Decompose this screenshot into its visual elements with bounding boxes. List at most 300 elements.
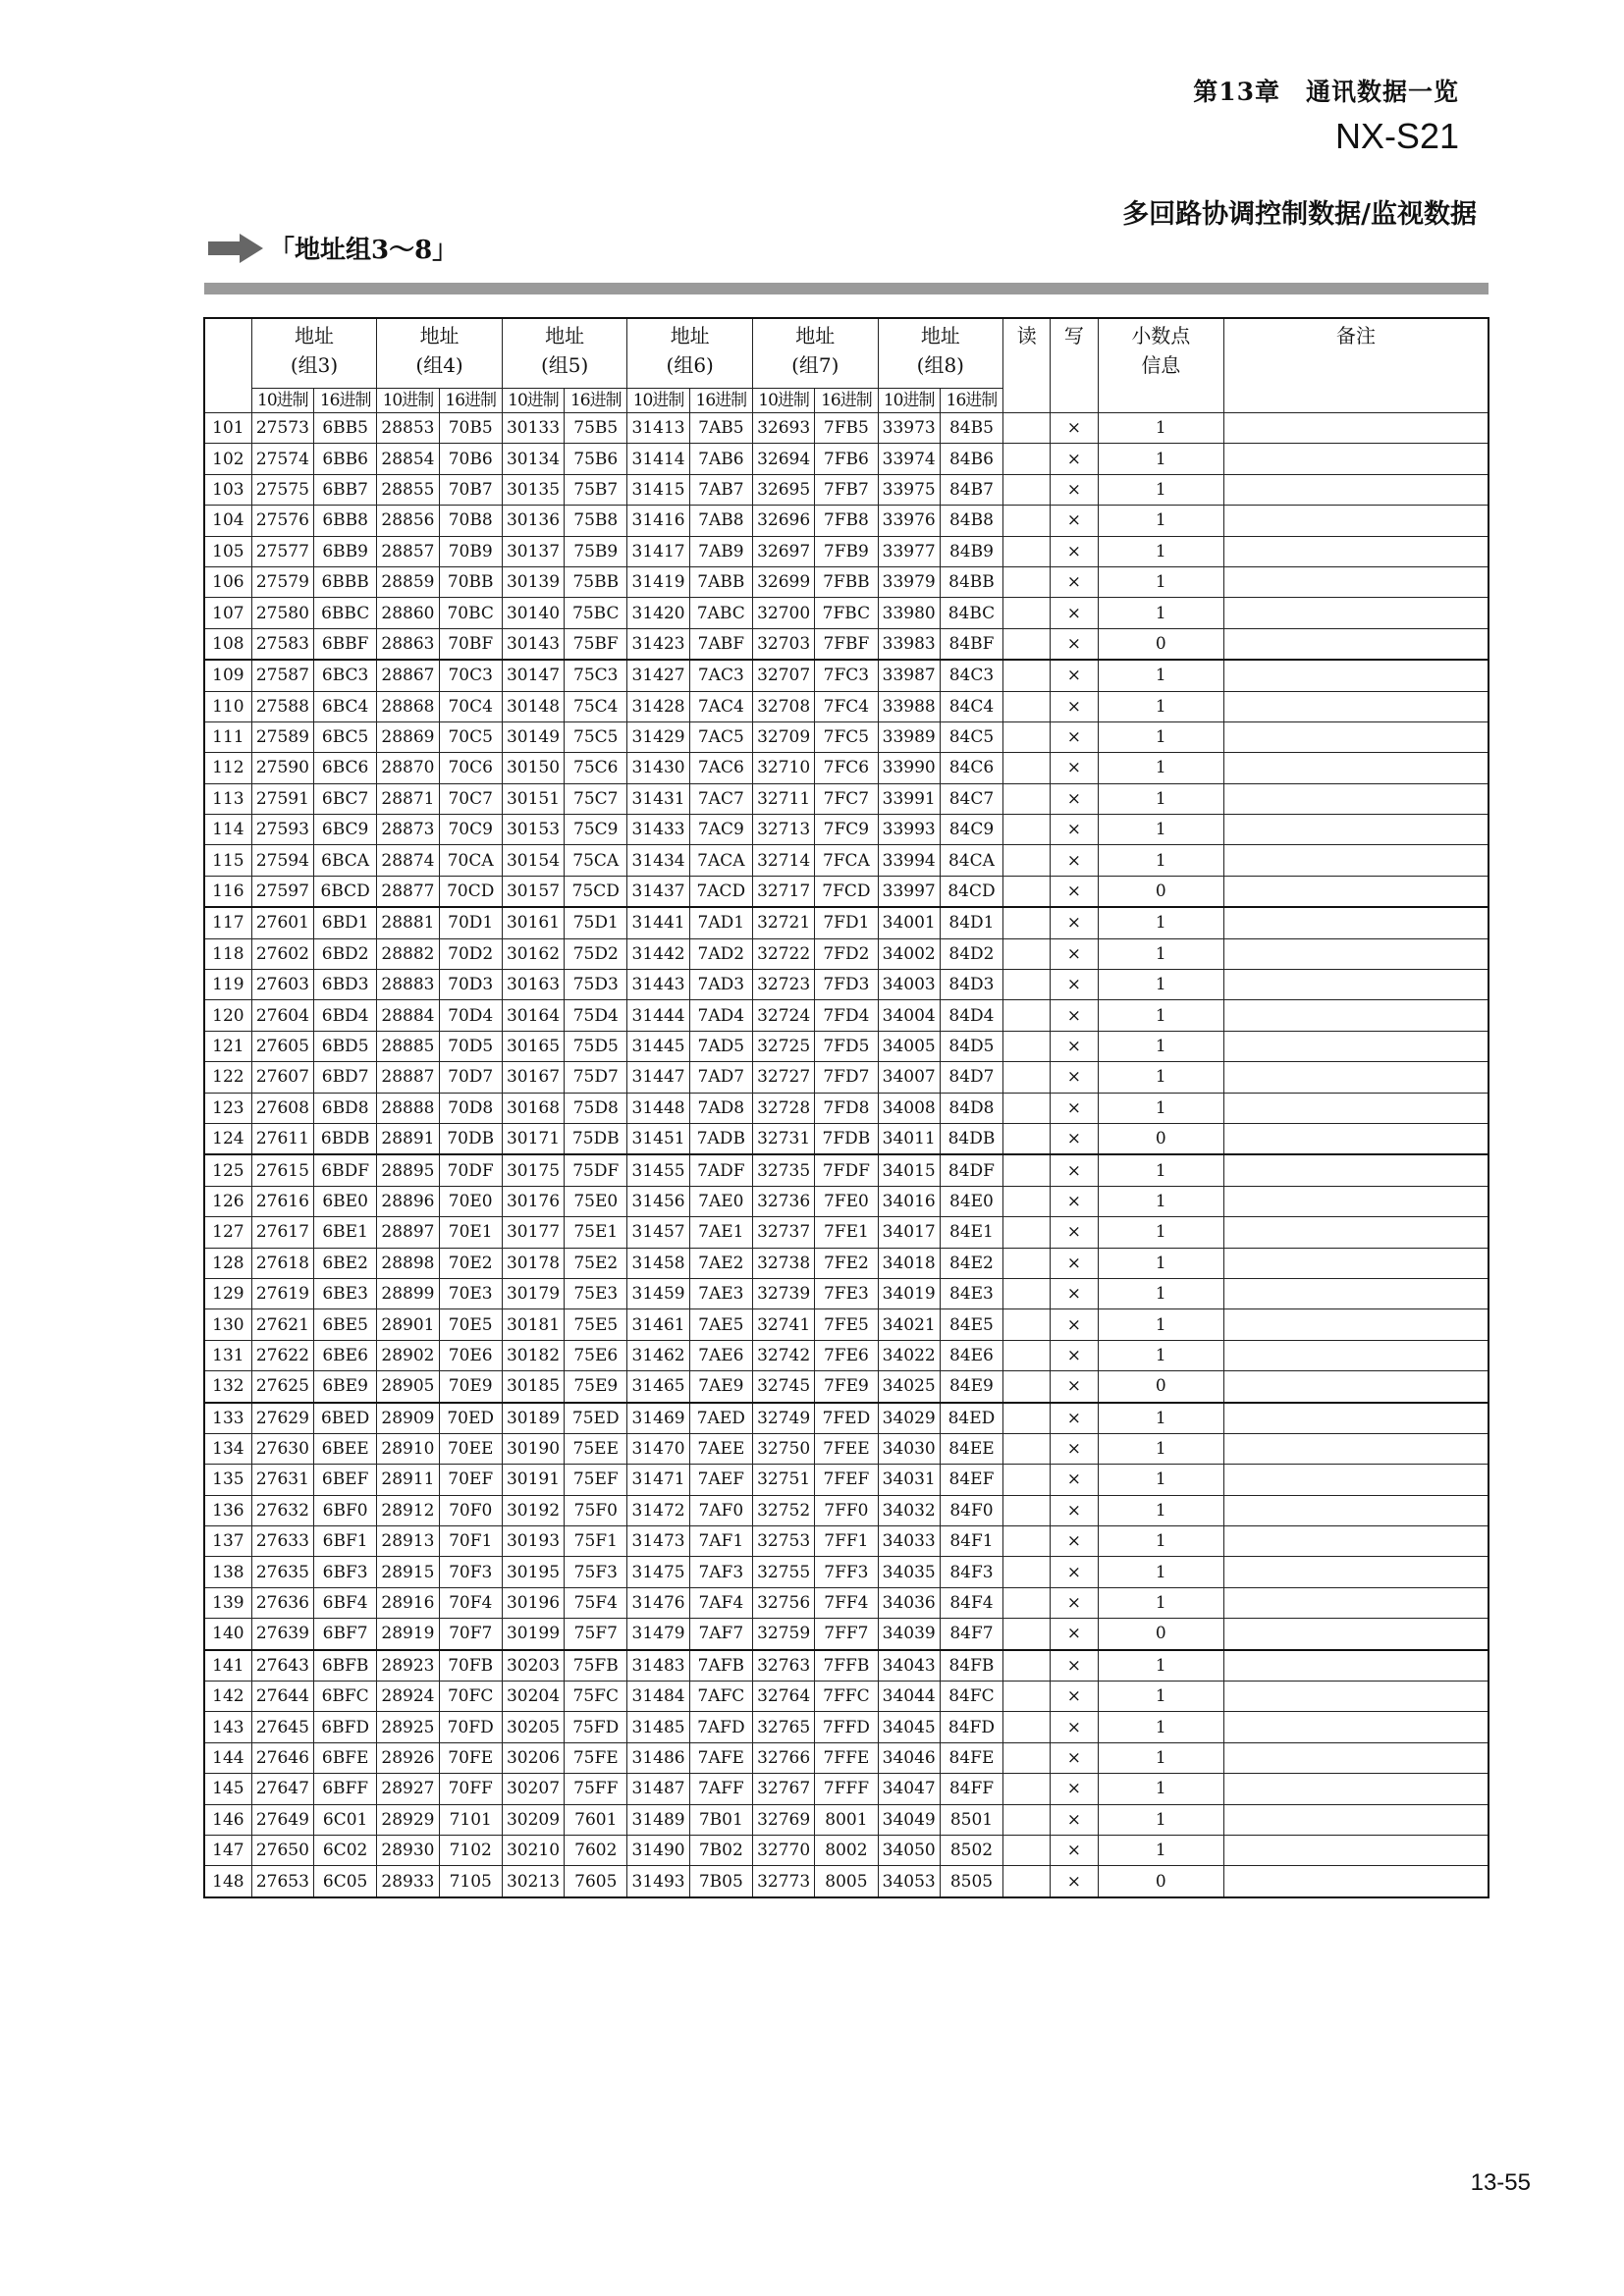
g7-dec: 32722 bbox=[752, 938, 814, 969]
g4-hex: 70EE bbox=[439, 1433, 502, 1464]
g8-hex: 84C4 bbox=[940, 691, 1002, 721]
g4-hex: 70FB bbox=[439, 1650, 502, 1682]
g3-hex: 6BED bbox=[314, 1403, 377, 1434]
g7-dec: 32753 bbox=[752, 1526, 814, 1557]
g8-hex: 84B8 bbox=[940, 506, 1002, 536]
row-index: 127 bbox=[204, 1217, 251, 1248]
read-cell bbox=[1003, 1340, 1051, 1370]
g5-hex: 75CA bbox=[565, 845, 627, 876]
header-remarks: 备注 bbox=[1224, 318, 1489, 413]
g4-hex: 70C7 bbox=[439, 783, 502, 814]
write-cell: × bbox=[1051, 1587, 1098, 1618]
g4-hex: 70D7 bbox=[439, 1062, 502, 1093]
g5-hex: 75D5 bbox=[565, 1031, 627, 1061]
g3-hex: 6C02 bbox=[314, 1835, 377, 1865]
g5-hex: 75C7 bbox=[565, 783, 627, 814]
row-index: 138 bbox=[204, 1557, 251, 1587]
g3-hex: 6BFB bbox=[314, 1650, 377, 1682]
write-cell: × bbox=[1051, 1248, 1098, 1278]
g7-dec: 32736 bbox=[752, 1186, 814, 1216]
g7-dec: 32738 bbox=[752, 1248, 814, 1278]
decimal-info-cell: 1 bbox=[1098, 845, 1224, 876]
g8-dec: 34046 bbox=[878, 1742, 940, 1773]
g8-hex: 84F3 bbox=[940, 1557, 1002, 1587]
write-cell: × bbox=[1051, 474, 1098, 505]
g7-dec: 32755 bbox=[752, 1557, 814, 1587]
header-group-5: 地址 (组5) bbox=[502, 318, 627, 389]
g7-hex: 7FFF bbox=[815, 1774, 878, 1804]
g7-hex: 7FEE bbox=[815, 1433, 878, 1464]
decimal-info-cell: 1 bbox=[1098, 1712, 1224, 1742]
g3-dec: 27594 bbox=[251, 845, 313, 876]
g6-hex: 7AF1 bbox=[689, 1526, 752, 1557]
header-decimal-info: 小数点 信息 bbox=[1098, 318, 1224, 413]
remarks-cell bbox=[1224, 876, 1489, 907]
g3-dec: 27574 bbox=[251, 444, 313, 474]
g5-hex: 75D8 bbox=[565, 1093, 627, 1123]
g4-dec: 28871 bbox=[377, 783, 439, 814]
read-cell bbox=[1003, 536, 1051, 566]
header-dec: 10进制 bbox=[502, 389, 564, 413]
g8-dec: 34002 bbox=[878, 938, 940, 969]
decimal-info-cell: 1 bbox=[1098, 660, 1224, 691]
g8-hex: 84F7 bbox=[940, 1619, 1002, 1650]
header-write: 写 bbox=[1051, 318, 1098, 413]
g3-hex: 6C05 bbox=[314, 1866, 377, 1897]
read-cell bbox=[1003, 474, 1051, 505]
g6-hex: 7AF0 bbox=[689, 1495, 752, 1525]
g4-hex: 70E6 bbox=[439, 1340, 502, 1370]
g6-dec: 31415 bbox=[627, 474, 689, 505]
write-cell: × bbox=[1051, 1433, 1098, 1464]
row-index: 117 bbox=[204, 907, 251, 938]
read-cell bbox=[1003, 1248, 1051, 1278]
row-index: 109 bbox=[204, 660, 251, 691]
g7-hex: 7FDB bbox=[815, 1123, 878, 1154]
remarks-cell bbox=[1224, 1403, 1489, 1434]
write-cell: × bbox=[1051, 1154, 1098, 1186]
g5-dec: 30137 bbox=[502, 536, 564, 566]
g6-hex: 7AFC bbox=[689, 1682, 752, 1712]
g6-dec: 31459 bbox=[627, 1278, 689, 1308]
g7-dec: 32741 bbox=[752, 1309, 814, 1340]
write-cell: × bbox=[1051, 1340, 1098, 1370]
g4-dec: 28924 bbox=[377, 1682, 439, 1712]
write-cell: × bbox=[1051, 1062, 1098, 1093]
g3-dec: 27590 bbox=[251, 753, 313, 783]
g6-dec: 31417 bbox=[627, 536, 689, 566]
remarks-cell bbox=[1224, 1340, 1489, 1370]
g7-dec: 32710 bbox=[752, 753, 814, 783]
g8-dec: 33994 bbox=[878, 845, 940, 876]
g7-dec: 32742 bbox=[752, 1340, 814, 1370]
g6-hex: 7AF4 bbox=[689, 1587, 752, 1618]
address-table-container bbox=[203, 317, 1489, 1898]
g7-dec: 32717 bbox=[752, 876, 814, 907]
g4-dec: 28899 bbox=[377, 1278, 439, 1308]
g5-dec: 30134 bbox=[502, 444, 564, 474]
g5-dec: 30161 bbox=[502, 907, 564, 938]
decimal-info-cell: 1 bbox=[1098, 721, 1224, 752]
table-row bbox=[204, 970, 1489, 1000]
g4-hex: 70CD bbox=[439, 876, 502, 907]
g6-hex: 7AF3 bbox=[689, 1557, 752, 1587]
g8-dec: 33987 bbox=[878, 660, 940, 691]
g6-dec: 31419 bbox=[627, 566, 689, 597]
arrow-right-icon bbox=[208, 232, 265, 265]
g6-dec: 31455 bbox=[627, 1154, 689, 1186]
g7-dec: 32728 bbox=[752, 1093, 814, 1123]
g7-hex: 8002 bbox=[815, 1835, 878, 1865]
g6-hex: 7AFD bbox=[689, 1712, 752, 1742]
row-index: 124 bbox=[204, 1123, 251, 1154]
g4-dec: 28874 bbox=[377, 845, 439, 876]
g8-hex: 84C5 bbox=[940, 721, 1002, 752]
g3-dec: 27575 bbox=[251, 474, 313, 505]
g6-dec: 31456 bbox=[627, 1186, 689, 1216]
g6-hex: 7AB5 bbox=[689, 413, 752, 444]
g6-dec: 31486 bbox=[627, 1742, 689, 1773]
g7-hex: 7FC5 bbox=[815, 721, 878, 752]
g8-dec: 34007 bbox=[878, 1062, 940, 1093]
g4-hex: 70B9 bbox=[439, 536, 502, 566]
write-cell: × bbox=[1051, 1774, 1098, 1804]
g6-dec: 31476 bbox=[627, 1587, 689, 1618]
g8-dec: 33973 bbox=[878, 413, 940, 444]
g8-hex: 84BB bbox=[940, 566, 1002, 597]
g6-dec: 31430 bbox=[627, 753, 689, 783]
g4-hex: 70D2 bbox=[439, 938, 502, 969]
read-cell bbox=[1003, 1154, 1051, 1186]
g7-dec: 32767 bbox=[752, 1774, 814, 1804]
g5-dec: 30181 bbox=[502, 1309, 564, 1340]
g8-hex: 84C7 bbox=[940, 783, 1002, 814]
g3-hex: 6BE5 bbox=[314, 1309, 377, 1340]
write-cell: × bbox=[1051, 1000, 1098, 1031]
remarks-cell bbox=[1224, 1123, 1489, 1154]
g7-dec: 32765 bbox=[752, 1712, 814, 1742]
g8-dec: 33993 bbox=[878, 815, 940, 845]
g8-hex: 84B7 bbox=[940, 474, 1002, 505]
read-cell bbox=[1003, 1495, 1051, 1525]
decimal-info-cell: 1 bbox=[1098, 566, 1224, 597]
g6-dec: 31485 bbox=[627, 1712, 689, 1742]
g8-hex: 8501 bbox=[940, 1804, 1002, 1835]
g6-hex: 7AFE bbox=[689, 1742, 752, 1773]
decimal-info-cell: 1 bbox=[1098, 444, 1224, 474]
g7-hex: 7FD8 bbox=[815, 1093, 878, 1123]
g7-hex: 7FB5 bbox=[815, 413, 878, 444]
g7-hex: 7FE5 bbox=[815, 1309, 878, 1340]
g8-hex: 84FF bbox=[940, 1774, 1002, 1804]
decimal-info-cell: 1 bbox=[1098, 1465, 1224, 1495]
remarks-cell bbox=[1224, 1526, 1489, 1557]
g6-dec: 31420 bbox=[627, 598, 689, 628]
g5-hex: 75F7 bbox=[565, 1619, 627, 1650]
g5-dec: 30175 bbox=[502, 1154, 564, 1186]
g4-dec: 28911 bbox=[377, 1465, 439, 1495]
g7-dec: 32764 bbox=[752, 1682, 814, 1712]
g4-dec: 28857 bbox=[377, 536, 439, 566]
g8-hex: 84C6 bbox=[940, 753, 1002, 783]
g3-dec: 27650 bbox=[251, 1835, 313, 1865]
write-cell: × bbox=[1051, 536, 1098, 566]
table-row bbox=[204, 1340, 1489, 1370]
write-cell: × bbox=[1051, 907, 1098, 938]
read-cell bbox=[1003, 1774, 1051, 1804]
g5-hex: 75BF bbox=[565, 628, 627, 660]
g3-hex: 6BCD bbox=[314, 876, 377, 907]
write-cell: × bbox=[1051, 598, 1098, 628]
read-cell bbox=[1003, 660, 1051, 691]
row-index: 108 bbox=[204, 628, 251, 660]
decimal-info-cell: 1 bbox=[1098, 1031, 1224, 1061]
table-row bbox=[204, 1526, 1489, 1557]
g7-hex: 7FD4 bbox=[815, 1000, 878, 1031]
g5-hex: 75C3 bbox=[565, 660, 627, 691]
g4-hex: 70E3 bbox=[439, 1278, 502, 1308]
g7-dec: 32700 bbox=[752, 598, 814, 628]
decimal-info-cell: 1 bbox=[1098, 1682, 1224, 1712]
decimal-info-cell: 1 bbox=[1098, 938, 1224, 969]
header-dec: 10进制 bbox=[251, 389, 313, 413]
g3-dec: 27604 bbox=[251, 1000, 313, 1031]
g6-dec: 31447 bbox=[627, 1062, 689, 1093]
g8-dec: 33989 bbox=[878, 721, 940, 752]
remarks-cell bbox=[1224, 598, 1489, 628]
table-row bbox=[204, 1433, 1489, 1464]
g5-hex: 75FC bbox=[565, 1682, 627, 1712]
g4-dec: 28896 bbox=[377, 1186, 439, 1216]
read-cell bbox=[1003, 970, 1051, 1000]
g8-hex: 84D4 bbox=[940, 1000, 1002, 1031]
g4-dec: 28926 bbox=[377, 1742, 439, 1773]
g8-dec: 34033 bbox=[878, 1526, 940, 1557]
g7-dec: 32766 bbox=[752, 1742, 814, 1773]
g5-hex: 7605 bbox=[565, 1866, 627, 1897]
remarks-cell bbox=[1224, 1154, 1489, 1186]
g7-hex: 7FE9 bbox=[815, 1371, 878, 1403]
g5-hex: 75E3 bbox=[565, 1278, 627, 1308]
g5-dec: 30193 bbox=[502, 1526, 564, 1557]
g7-dec: 32770 bbox=[752, 1835, 814, 1865]
g5-dec: 30185 bbox=[502, 1371, 564, 1403]
g6-hex: 7ABF bbox=[689, 628, 752, 660]
g5-dec: 30179 bbox=[502, 1278, 564, 1308]
read-cell bbox=[1003, 938, 1051, 969]
g4-hex: 70D8 bbox=[439, 1093, 502, 1123]
g6-dec: 31413 bbox=[627, 413, 689, 444]
g5-hex: 75F4 bbox=[565, 1587, 627, 1618]
g6-dec: 31461 bbox=[627, 1309, 689, 1340]
g8-dec: 34016 bbox=[878, 1186, 940, 1216]
header-group-8: 地址 (组8) bbox=[878, 318, 1003, 389]
g4-dec: 28902 bbox=[377, 1340, 439, 1370]
row-index: 145 bbox=[204, 1774, 251, 1804]
g8-hex: 84E2 bbox=[940, 1248, 1002, 1278]
g7-hex: 7FCA bbox=[815, 845, 878, 876]
g8-hex: 84FB bbox=[940, 1650, 1002, 1682]
g6-dec: 31479 bbox=[627, 1619, 689, 1650]
row-index: 137 bbox=[204, 1526, 251, 1557]
remarks-cell bbox=[1224, 1682, 1489, 1712]
g8-hex: 84D7 bbox=[940, 1062, 1002, 1093]
g7-dec: 32750 bbox=[752, 1433, 814, 1464]
g5-dec: 30206 bbox=[502, 1742, 564, 1773]
row-index: 110 bbox=[204, 691, 251, 721]
g4-dec: 28856 bbox=[377, 506, 439, 536]
g4-hex: 70C6 bbox=[439, 753, 502, 783]
read-cell bbox=[1003, 691, 1051, 721]
g4-hex: 70F7 bbox=[439, 1619, 502, 1650]
g7-hex: 7FF4 bbox=[815, 1587, 878, 1618]
g8-dec: 33980 bbox=[878, 598, 940, 628]
g3-dec: 27576 bbox=[251, 506, 313, 536]
row-index: 132 bbox=[204, 1371, 251, 1403]
g5-dec: 30154 bbox=[502, 845, 564, 876]
g4-dec: 28923 bbox=[377, 1650, 439, 1682]
g5-hex: 75F3 bbox=[565, 1557, 627, 1587]
g6-hex: 7AFB bbox=[689, 1650, 752, 1682]
g6-dec: 31484 bbox=[627, 1682, 689, 1712]
decimal-info-cell: 1 bbox=[1098, 1248, 1224, 1278]
g5-hex: 75B7 bbox=[565, 474, 627, 505]
g3-dec: 27588 bbox=[251, 691, 313, 721]
g5-hex: 75B5 bbox=[565, 413, 627, 444]
g6-hex: 7AC5 bbox=[689, 721, 752, 752]
read-cell bbox=[1003, 1433, 1051, 1464]
g3-dec: 27646 bbox=[251, 1742, 313, 1773]
g4-dec: 28898 bbox=[377, 1248, 439, 1278]
g6-hex: 7AE2 bbox=[689, 1248, 752, 1278]
read-cell bbox=[1003, 1403, 1051, 1434]
write-cell: × bbox=[1051, 444, 1098, 474]
g5-hex: 75D4 bbox=[565, 1000, 627, 1031]
row-index: 139 bbox=[204, 1587, 251, 1618]
g8-dec: 33991 bbox=[878, 783, 940, 814]
row-index: 118 bbox=[204, 938, 251, 969]
write-cell: × bbox=[1051, 1309, 1098, 1340]
g3-hex: 6BC5 bbox=[314, 721, 377, 752]
g6-hex: 7AC6 bbox=[689, 753, 752, 783]
g7-dec: 32711 bbox=[752, 783, 814, 814]
group-label bbox=[208, 230, 458, 266]
g7-hex: 7FF7 bbox=[815, 1619, 878, 1650]
read-cell bbox=[1003, 598, 1051, 628]
write-cell: × bbox=[1051, 1278, 1098, 1308]
g3-dec: 27649 bbox=[251, 1804, 313, 1835]
g4-dec: 28891 bbox=[377, 1123, 439, 1154]
g7-dec: 32731 bbox=[752, 1123, 814, 1154]
remarks-cell bbox=[1224, 1278, 1489, 1308]
g3-dec: 27632 bbox=[251, 1495, 313, 1525]
g3-hex: 6BFD bbox=[314, 1712, 377, 1742]
read-cell bbox=[1003, 1217, 1051, 1248]
g3-dec: 27639 bbox=[251, 1619, 313, 1650]
g3-dec: 27645 bbox=[251, 1712, 313, 1742]
row-index: 105 bbox=[204, 536, 251, 566]
g7-hex: 7FF0 bbox=[815, 1495, 878, 1525]
g3-hex: 6BD3 bbox=[314, 970, 377, 1000]
read-cell bbox=[1003, 1371, 1051, 1403]
g8-hex: 84E3 bbox=[940, 1278, 1002, 1308]
g7-hex: 7FFE bbox=[815, 1742, 878, 1773]
g6-hex: 7AB9 bbox=[689, 536, 752, 566]
table-row bbox=[204, 1650, 1489, 1682]
g8-dec: 33975 bbox=[878, 474, 940, 505]
g4-hex: 70C4 bbox=[439, 691, 502, 721]
g7-dec: 32708 bbox=[752, 691, 814, 721]
remarks-cell bbox=[1224, 1587, 1489, 1618]
g5-hex: 7601 bbox=[565, 1804, 627, 1835]
g5-dec: 30148 bbox=[502, 691, 564, 721]
decimal-info-cell: 0 bbox=[1098, 1123, 1224, 1154]
write-cell: × bbox=[1051, 1403, 1098, 1434]
g6-dec: 31462 bbox=[627, 1340, 689, 1370]
write-cell: × bbox=[1051, 1835, 1098, 1865]
g3-hex: 6BF0 bbox=[314, 1495, 377, 1525]
read-cell bbox=[1003, 1000, 1051, 1031]
row-index: 107 bbox=[204, 598, 251, 628]
g6-hex: 7ADF bbox=[689, 1154, 752, 1186]
g4-dec: 28925 bbox=[377, 1712, 439, 1742]
read-cell bbox=[1003, 1093, 1051, 1123]
g3-dec: 27621 bbox=[251, 1309, 313, 1340]
table-row bbox=[204, 1682, 1489, 1712]
header-read: 读 bbox=[1003, 318, 1051, 413]
write-cell: × bbox=[1051, 506, 1098, 536]
g3-hex: 6BE3 bbox=[314, 1278, 377, 1308]
g3-dec: 27608 bbox=[251, 1093, 313, 1123]
g7-dec: 32735 bbox=[752, 1154, 814, 1186]
header-hex: 16进制 bbox=[314, 389, 377, 413]
g6-hex: 7AF7 bbox=[689, 1619, 752, 1650]
g4-dec: 28910 bbox=[377, 1433, 439, 1464]
header-dec: 10进制 bbox=[627, 389, 689, 413]
read-cell bbox=[1003, 444, 1051, 474]
row-index: 111 bbox=[204, 721, 251, 752]
row-index: 146 bbox=[204, 1804, 251, 1835]
decimal-info-cell: 0 bbox=[1098, 1619, 1224, 1650]
table-row bbox=[204, 506, 1489, 536]
g4-hex: 70B6 bbox=[439, 444, 502, 474]
read-cell bbox=[1003, 1619, 1051, 1650]
g4-dec: 28868 bbox=[377, 691, 439, 721]
g3-hex: 6BDF bbox=[314, 1154, 377, 1186]
g3-dec: 27580 bbox=[251, 598, 313, 628]
g7-dec: 32723 bbox=[752, 970, 814, 1000]
write-cell: × bbox=[1051, 1650, 1098, 1682]
g8-dec: 33990 bbox=[878, 753, 940, 783]
divider-bar bbox=[204, 283, 1489, 294]
model-name: NX-S21 bbox=[1334, 116, 1459, 156]
g6-hex: 7ADB bbox=[689, 1123, 752, 1154]
g6-hex: 7AC3 bbox=[689, 660, 752, 691]
g5-dec: 30162 bbox=[502, 938, 564, 969]
read-cell bbox=[1003, 1062, 1051, 1093]
g3-dec: 27583 bbox=[251, 628, 313, 660]
g5-dec: 30168 bbox=[502, 1093, 564, 1123]
write-cell: × bbox=[1051, 938, 1098, 969]
g8-dec: 33974 bbox=[878, 444, 940, 474]
g3-hex: 6BEE bbox=[314, 1433, 377, 1464]
write-cell: × bbox=[1051, 1619, 1098, 1650]
remarks-cell bbox=[1224, 970, 1489, 1000]
remarks-cell bbox=[1224, 1186, 1489, 1216]
g5-dec: 30209 bbox=[502, 1804, 564, 1835]
g3-dec: 27587 bbox=[251, 660, 313, 691]
remarks-cell bbox=[1224, 413, 1489, 444]
